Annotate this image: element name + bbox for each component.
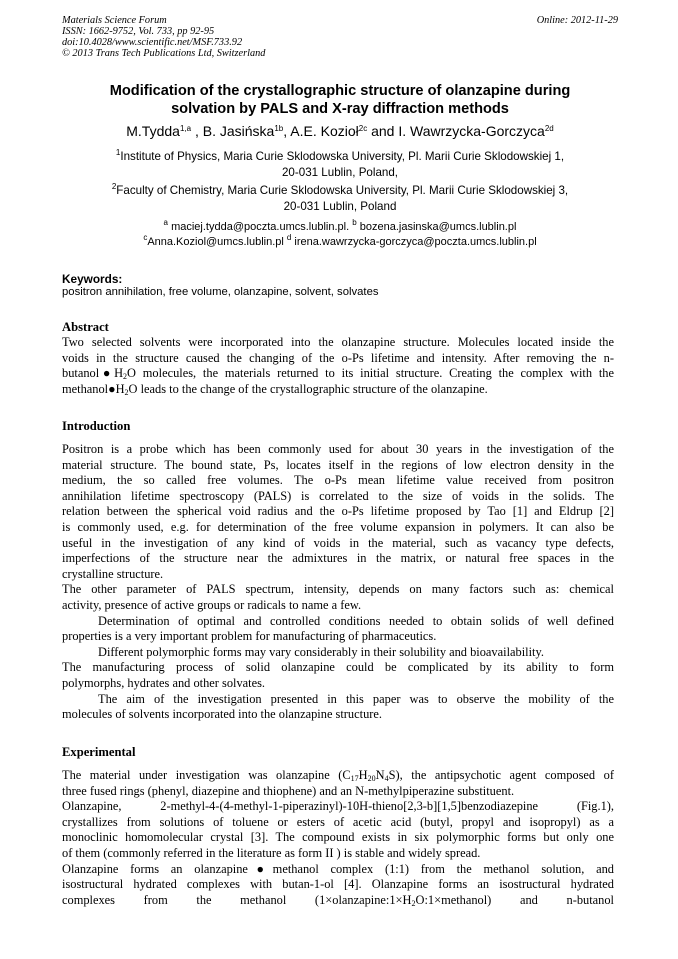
intro-line: relation between the spherical void radius and the o-Ps lifetime proposed by Tao [1] and Eldrup [2] (62, 504, 614, 519)
email-d[interactable]: irena.wawrzycka-gorczyca@poczta.umcs.lublin.pl (294, 236, 537, 248)
abstract-text (62, 335, 614, 397)
abstract-line: Two selected solvents were incorporated into the olanzapine structure. Molecules located inside the (62, 335, 614, 349)
intro-line: Different polymorphic forms may vary considerably in their solubility and bioavailability. (98, 644, 544, 659)
author-3-affiliation: 2c (358, 124, 368, 133)
intro-line: The other parameter of PALS spectrum, intensity, depends on many factors such as: chemical (62, 582, 614, 597)
intro-line: Determination of optimal and controlled conditions needed to obtain solids of well defined (98, 613, 614, 628)
doi-line: doi:10.4028/www.scientific.net/MSF.733.92 (62, 37, 243, 48)
affiliation-1-line-2: 20-031 Lublin, Poland, (281, 166, 399, 179)
online-date: Online: 2012-11-29 (536, 15, 618, 26)
intro-line: properties is a very important problem for manufacturing of pharmaceutics. (62, 629, 437, 644)
author-3: A.E. Kozioł (290, 123, 359, 139)
author-1-affiliation: 1,a (179, 124, 192, 133)
affiliation-1-line-1: Institute of Physics, Maria Curie Sklodowska University, Pl. Marii Curie Sklodowskiej 1, (120, 150, 565, 163)
intro-line: molecules of solvents incorporated into the olanzapine structure. (62, 707, 382, 722)
email-d-marker: d (286, 233, 292, 242)
experimental-text (62, 768, 614, 908)
email-b-marker: b (352, 218, 357, 227)
intro-line: annihilation lifetime spectroscopy (PALS) is correlated to the size of voids in the solids. The (62, 488, 614, 503)
affiliation-2-line-1: Faculty of Chemistry, Maria Curie Sklodowska University, Pl. Marii Curie Sklodowskiej 3, (116, 184, 569, 197)
author-1: M.Tydda (126, 123, 180, 139)
email-b[interactable]: bozena.jasinska@umcs.lublin.pl (359, 221, 517, 233)
introduction-text (62, 442, 614, 723)
intro-line: Positron is a probe which has been commonly used for about 30 years in the investigation of the (62, 442, 614, 456)
author-list: M.Tydda$^{1,a}$ , B. Jasińska$^{1b}$, A.E. Kozioł$^{2c}$ and I. Wawrzycka-Gorczyca$^{2d}$ (126, 123, 554, 139)
email-c-marker: c (143, 233, 148, 242)
experimental-line: monoclinic homomolecular crystal [3]. The compound exists in six polymorphic forms but only one (62, 830, 614, 845)
email-c[interactable]: Anna.Koziol@umcs.lublin.pl (147, 236, 284, 248)
title-line-1: Modification of the crystallographic structure of olanzapine during (109, 83, 571, 99)
author-2-affiliation: 1b (274, 124, 284, 133)
intro-line: The manufacturing process of solid olanzapine could be complicated by its ability to form (62, 660, 614, 675)
paper-title (62, 82, 618, 118)
experimental-heading: Experimental (62, 745, 136, 759)
email-a-marker: a (163, 218, 168, 227)
experimental-line: Olanzapine forms an olanzapine●methanol complex (1:1) from the methanol solution, and (62, 861, 614, 876)
intro-line: material structure. The bound state, Ps, locates itself in the regions of low electron density in the (62, 457, 614, 472)
keywords-heading: Keywords: (62, 272, 123, 286)
experimental-line: isostructural hydrated complexes with butan-1-ol [4]. Olanzapine forms an isostructural hydrated (62, 877, 614, 892)
affiliation-1 (62, 149, 618, 181)
experimental-line: complexes from the methanol $(1\times olanzapine:1\times H_2O:1\times methanol)$ and n-butanol (62, 892, 614, 908)
intro-line: medium, the so called free volumes. The o-Ps mean lifetime value received from positron (62, 473, 614, 488)
intro-line: imperfections of the structure near the admixtures in the matrix, or natural free spaces in the (62, 551, 614, 566)
keywords-text: positron annihilation, free volume, olanzapine, solvent, solvates (62, 286, 379, 298)
intro-line: is commonly used, e.g. for determination of the free volume expansion in polymers. It can also be (62, 519, 614, 534)
intro-line: The aim of the investigation presented in this paper was to observe the mobility of the (98, 691, 614, 706)
journal-header (62, 15, 618, 59)
abstract-heading: Abstract (62, 320, 109, 334)
intro-line: crystalline structure. (62, 566, 164, 581)
author-2: B. Jasińska (202, 123, 275, 139)
intro-line: activity, presence of active groups or radicals to name a few. (62, 597, 362, 612)
affiliation-1-marker: 1 (115, 148, 121, 157)
affiliation-2-marker: 2 (111, 182, 117, 191)
abstract-line: $methanol●H_2O$ leads to the change of the crystallographic structure of the olanzapine. (62, 381, 488, 397)
abstract-line: $butanol●H_2O$ molecules, the materials returned to its initial structure. Creating the complex with the (62, 366, 614, 382)
experimental-line: The material under investigation was olanzapine $(C_{17}H_{20}N_4S)$, the antipsychotic agent composed of (62, 768, 614, 783)
issn-line: ISSN: 1662-9752, Vol. 733, pp 92-95 (62, 26, 215, 37)
affiliation-2-line-2: 20-031 Lublin, Poland (283, 200, 397, 213)
experimental-line: three fused rings (phenyl, diazepine and thiophene) and an N-methylpiperazine substituent. (62, 783, 515, 798)
introduction-heading: Introduction (62, 419, 131, 433)
title-line-2: solvation by PALS and X-ray diffraction methods (171, 101, 509, 117)
journal-name: Materials Science Forum (62, 15, 167, 26)
intro-line: polymorphs, hydrates and other solvates. (62, 675, 266, 690)
intro-line: useful in the investigation of any kind of voids in the material, such as vacancy type defects, (62, 535, 614, 550)
email-block (62, 220, 618, 250)
experimental-line: crystallizes from solutions of toluene or esters of acetic acid (butyl, propyl and isopropyl) as a (62, 814, 614, 829)
email-a[interactable]: maciej.tydda@poczta.umcs.lublin.pl. (171, 221, 350, 233)
experimental-line: Olanzapine, 2-methyl-4-(4-methyl-1-piperazinyl)-10H-thieno[2,3-b][1,5]benzodiazepine (Fig.1), (62, 799, 614, 814)
author-4-affiliation: 2d (544, 124, 554, 133)
experimental-line: of them (commonly referred in the literature as form II ) is stable and widely spread. (62, 845, 481, 860)
copyright-line: © 2013 Trans Tech Publications Ltd, Switzerland (62, 48, 266, 59)
affiliation-2 (62, 183, 618, 215)
author-4: I. Wawrzycka-Gorczyca (398, 123, 545, 139)
abstract-line: voids in the structure caused the changing of the o-Ps lifetime and intensity. After removing the n- (62, 350, 614, 365)
